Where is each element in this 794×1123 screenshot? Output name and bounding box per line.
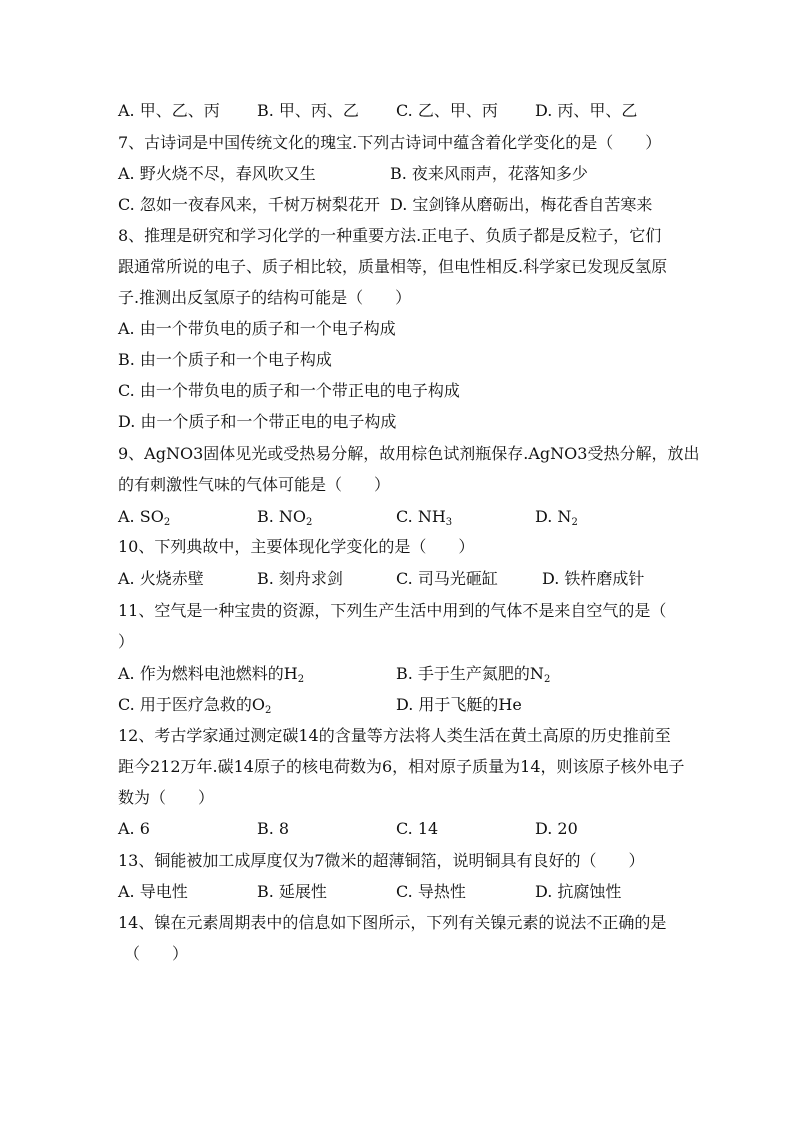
q12-stem-line-1: 12、考古学家通过测定碳14的含量等方法将人类生活在黄土高原的历史推前至 [118,726,671,745]
q10-stem: 10、下列典故中，主要体现化学变化的是（ ） [118,537,475,556]
q8-option-a[interactable]: A. 由一个带负电的质子和一个电子构成 [118,319,396,338]
q9-option-d[interactable]: D. $N_2$ [535,507,578,528]
q13-stem: 13、铜能被加工成厚度仅为7微米的超薄铜箔，说明铜具有良好的（ ） [118,851,645,870]
q9-option-a[interactable]: A. $SO_2$ [118,507,171,528]
q11-option-d[interactable]: D. 用于飞艇的He [396,695,522,714]
q10-option-a[interactable]: A. 火烧赤壁 [118,569,204,588]
q10-option-d[interactable]: D. 铁杵磨成针 [542,569,645,588]
q12-option-a[interactable]: A. 6 [118,819,150,838]
q11-stem-line-2: ） [118,632,135,651]
q8-stem-line-3: 子.推测出反氢原子的结构可能是（ ） [118,288,412,307]
q8-stem-line-1: 8、推理是研究和学习化学的一种重要方法.正电子、负质子都是反粒子，它们 [118,226,662,245]
q14-stem-line-1: 14、镍在元素周期表中的信息如下图所示，下列有关镍元素的说法不正确的是 [118,913,667,932]
q12-option-b[interactable]: B. 8 [257,819,290,838]
q12-option-c[interactable]: C. 14 [396,819,439,838]
q12-stem-line-2: 距今212万年.碳14原子的核电荷数为6，相对原子质量为14，则该原子核外电子 [118,757,685,776]
q9-stem-line-2: 的有刺激性气味的气体可能是（ ） [118,475,391,494]
q7-option-b[interactable]: B. 夜来风雨声，花落知多少 [390,164,588,183]
q8-option-d[interactable]: D. 由一个质子和一个带正电的电子构成 [118,412,397,431]
q7-option-d[interactable]: D. 宝剑锋从磨砺出，梅花香自苦寒来 [390,195,653,214]
q6-option-c[interactable]: C. 乙、甲、丙 [396,101,498,120]
q11-option-b[interactable]: B. 手于生产氮肥的$N_2$ [396,664,551,685]
q12-stem-line-3: 数为（ ） [118,788,215,807]
q13-option-a[interactable]: A. 导电性 [118,882,188,901]
q10-option-c[interactable]: C. 司马光砸缸 [396,569,498,588]
q6-option-b[interactable]: B. 甲、丙、乙 [257,101,359,120]
q7-option-a[interactable]: A. 野火烧不尽，春风吹又生 [118,164,316,183]
q7-option-c[interactable]: C. 忽如一夜春风来，千树万树梨花开 [118,195,380,214]
q8-option-b[interactable]: B. 由一个质子和一个电子构成 [118,350,332,369]
q13-option-b[interactable]: B. 延展性 [257,882,327,901]
q10-option-b[interactable]: B. 刻舟求剑 [257,569,343,588]
q7-stem: 7、古诗词是中国传统文化的瑰宝.下列古诗词中蕴含着化学变化的是（ ） [118,133,662,152]
q6-option-d[interactable]: D. 丙、甲、乙 [535,101,638,120]
q11-option-a[interactable]: A. 作为燃料电池燃料的$H_2$ [118,664,305,685]
q6-option-a[interactable]: A. 甲、乙、丙 [118,101,220,120]
q9-option-c[interactable]: C. $NH_3$ [396,507,453,528]
q8-stem-line-2: 跟通常所说的电子、质子相比较，质量相等，但电性相反.科学家已发现反氢原 [118,257,668,276]
q11-option-c[interactable]: C. 用于医疗急救的$O_2$ [118,695,272,716]
q12-option-d[interactable]: D. 20 [535,819,578,838]
q9-option-b[interactable]: B. $NO_2$ [257,507,313,528]
q11-stem-line-1: 11、空气是一种宝贵的资源，下列生产生活中用到的气体不是来自空气的是（ [118,601,667,620]
q13-option-c[interactable]: C. 导热性 [396,882,466,901]
q8-option-c[interactable]: C. 由一个带负电的质子和一个带正电的电子构成 [118,381,460,400]
q13-option-d[interactable]: D. 抗腐蚀性 [535,882,622,901]
q9-stem-line-1: 9、AgNO3固体见光或受热易分解，故用棕色试剂瓶保存.AgNO3受热分解，放出 [118,444,700,463]
q14-stem-line-2: （ ） [124,944,189,963]
